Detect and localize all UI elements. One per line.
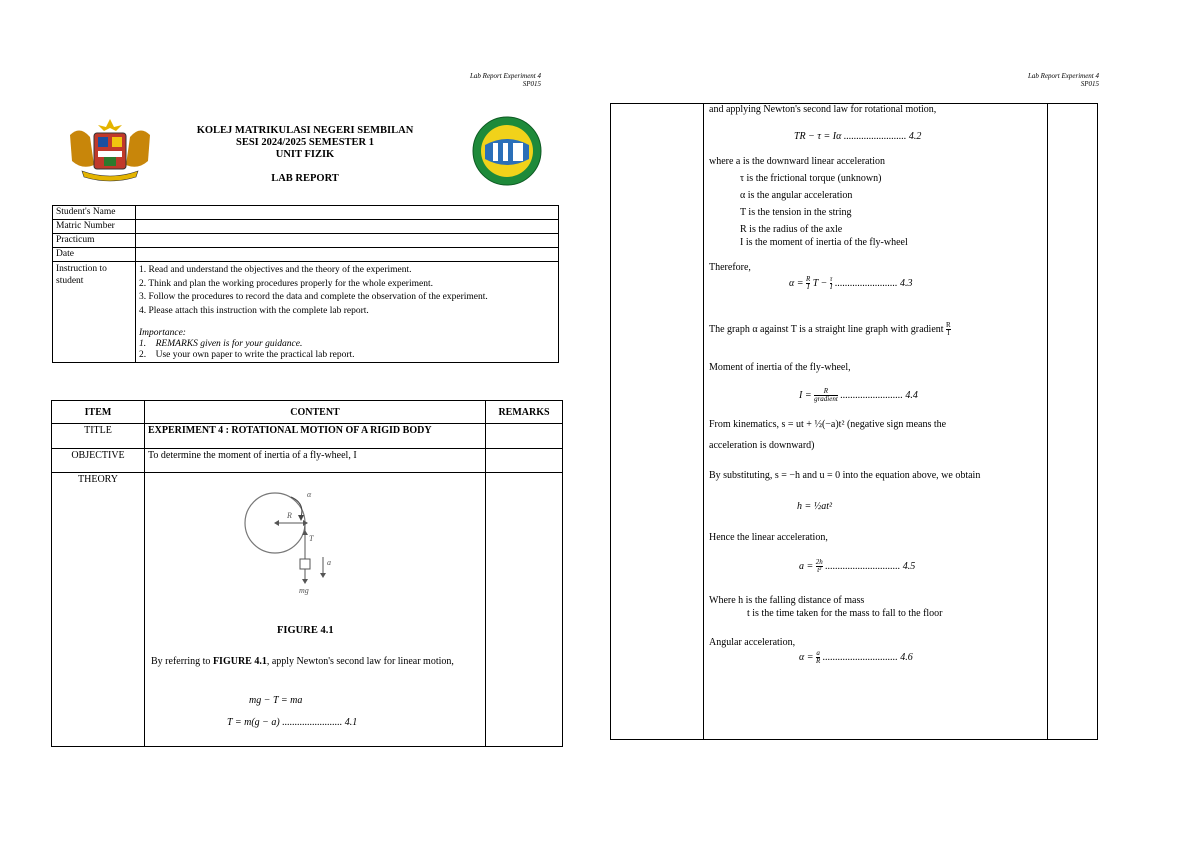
text-part: , apply Newton's second law for linear motion, [266,656,454,668]
eq-part: .............................. 4.6 [820,651,913,663]
remarks-cell [486,473,563,747]
header-line2: SP015 [522,80,541,88]
table-row [52,424,563,448]
moment-text: Moment of inertia of the fly-wheel, [709,362,851,373]
denominator: R [816,657,821,665]
table-row [52,473,563,747]
radius-label: R [287,511,292,521]
student-info-table [52,205,559,363]
remarks-cell [486,424,563,448]
table-row [53,248,559,262]
figure-ref: FIGURE 4.1 [212,656,267,668]
table-row [53,220,559,234]
info-label: Date [53,248,136,262]
title-label: TITLE [52,424,145,448]
student-name-field[interactable] [136,206,559,220]
substitution-text: By substituting, s = −h and u = 0 into the equation above, we obtain [709,470,981,481]
where-line: R is the radius of the axle [740,224,843,235]
where2-line: t is the time taken for the mass to fall to the floor [747,608,943,619]
instruction-item: 4. Please attach this instruction with the complete lab report. [139,305,369,316]
objective-value: To determine the moment of inertia of a fly-wheel, I [145,448,486,472]
equation-4-4 [799,388,918,403]
where-line: α is the angular acceleration [740,190,853,201]
kinematics-text: From kinematics, s = ut + ½(−a)t² (negative sign means the [709,419,947,430]
numerator: R [814,388,838,396]
theory-content [145,473,486,747]
practicum-field[interactable] [136,234,559,248]
eq-part: a = [799,560,816,572]
info-label: Student's Name [53,206,136,220]
alpha-label: α [307,490,312,500]
importance-item: 2. Use your own paper to write the practical lab report. [139,350,355,360]
equation-4-5 [799,559,915,574]
fraction [816,559,823,574]
header-line2: SP015 [1080,80,1099,88]
date-field[interactable] [136,248,559,262]
where-line: τ is the frictional torque (unknown) [740,173,882,184]
right-page-header [978,72,1099,88]
instruction-item: 2. Think and plan the working procedures properly for the whole experiment. [139,278,433,289]
rotational-intro: and applying Newton's second law for rotational motion, [709,104,937,115]
kmns-logo [471,115,543,187]
text-part: The graph α against T is a straight line graph with gradient [709,323,947,335]
tension-label: T [309,534,314,544]
objective-label: OBJECTIVE [52,448,145,472]
instruction-content [136,262,559,363]
numerator: τ [829,275,833,283]
where-line: I is the moment of inertia of the fly-wheel [740,237,908,248]
remarks-header: REMARKS [486,401,563,424]
header-line1: Lab Report Experiment 4 [470,72,541,80]
info-label: Practicum [53,234,136,248]
where-line: T is the tension in the string [740,207,852,218]
where-line: where a is the downward linear acceleration [709,156,886,167]
info-label: Matric Number [53,220,136,234]
eq-part: α = [789,277,806,289]
eq-part: T − [810,277,830,289]
table-row [53,206,559,220]
remarks-column-divider [1047,103,1048,740]
matric-number-field[interactable] [136,220,559,234]
malaysia-crest-logo [60,115,160,183]
angular-text: Angular acceleration, [709,637,796,648]
eq-part: ......................... 4.4 [837,389,918,401]
instruction-label: Instruction to student [53,262,136,363]
denominator: I [830,283,833,291]
denominator: I [947,329,950,337]
accel-label: a [327,558,331,568]
equation-linear: mg − T = ma [249,695,303,707]
report-table [51,400,563,747]
text-part: By referring to [151,656,213,668]
eq-part: .............................. 4.5 [822,560,916,572]
denominator: t² [817,566,822,574]
equation-4-2: TR − τ = Iα ......................... 4.2 [794,131,922,142]
instruction-item: 3. Follow the procedures to record the data and complete the observation of the experiment. [139,292,488,302]
fraction [814,388,838,403]
item-column-divider [703,103,704,740]
flywheel-figure [243,487,353,617]
equation-4-6 [799,650,913,665]
theory-text [151,655,461,668]
college-name: KOLEJ MATRIKULASI NEGERI SEMBILAN [196,125,414,136]
equation-4-3 [789,276,912,291]
hence-text: Hence the linear acceleration, [709,532,828,543]
denominator: gradient [814,395,838,403]
numerator: a [816,649,820,657]
content-header: CONTENT [145,401,486,424]
college-session: SESI 2024/2025 SEMESTER 1 [236,137,374,148]
remarks-cell [486,448,563,472]
eq-part: I = [799,389,815,401]
where2-line: Where h is the falling distance of mass [709,595,865,606]
equation-h: h = ½at² [797,501,833,512]
denominator: I [806,283,810,291]
fraction [946,322,951,337]
table-row [53,262,559,363]
kinematics-text: acceleration is downward) [709,440,815,451]
eq-part: α = [799,651,816,663]
importance-label: Importance: [139,328,186,338]
numerator: R [806,275,811,283]
theory-label: THEORY [52,473,145,747]
college-unit: UNIT FIZIK [275,149,335,160]
left-page-header [420,72,541,88]
table-row [53,234,559,248]
title-value: EXPERIMENT 4 : ROTATIONAL MOTION OF A RIGID BODY [145,424,486,448]
eq-part: ......................... 4.3 [832,277,913,289]
numerator: 2h [815,558,823,566]
therefore-text: Therefore, [709,262,751,273]
report-title: LAB REPORT [271,173,339,184]
mass-box [300,559,310,569]
college-title-block [170,125,440,185]
numerator: R [946,321,951,329]
equation-4-1: T = m(g − a) ........................ 4.1 [227,717,358,729]
header-line1: Lab Report Experiment 4 [1028,72,1099,80]
graph-text [709,322,951,337]
table-row [52,448,563,472]
figure-caption: FIGURE 4.1 [277,625,334,637]
instruction-item: 1. Read and understand the objectives and the theory of the experiment. [139,265,412,275]
weight-label: mg [299,586,309,596]
importance-item: 1. REMARKS given is for your guidance. [139,339,303,349]
table-header-row [52,401,563,424]
item-header: ITEM [52,401,145,424]
